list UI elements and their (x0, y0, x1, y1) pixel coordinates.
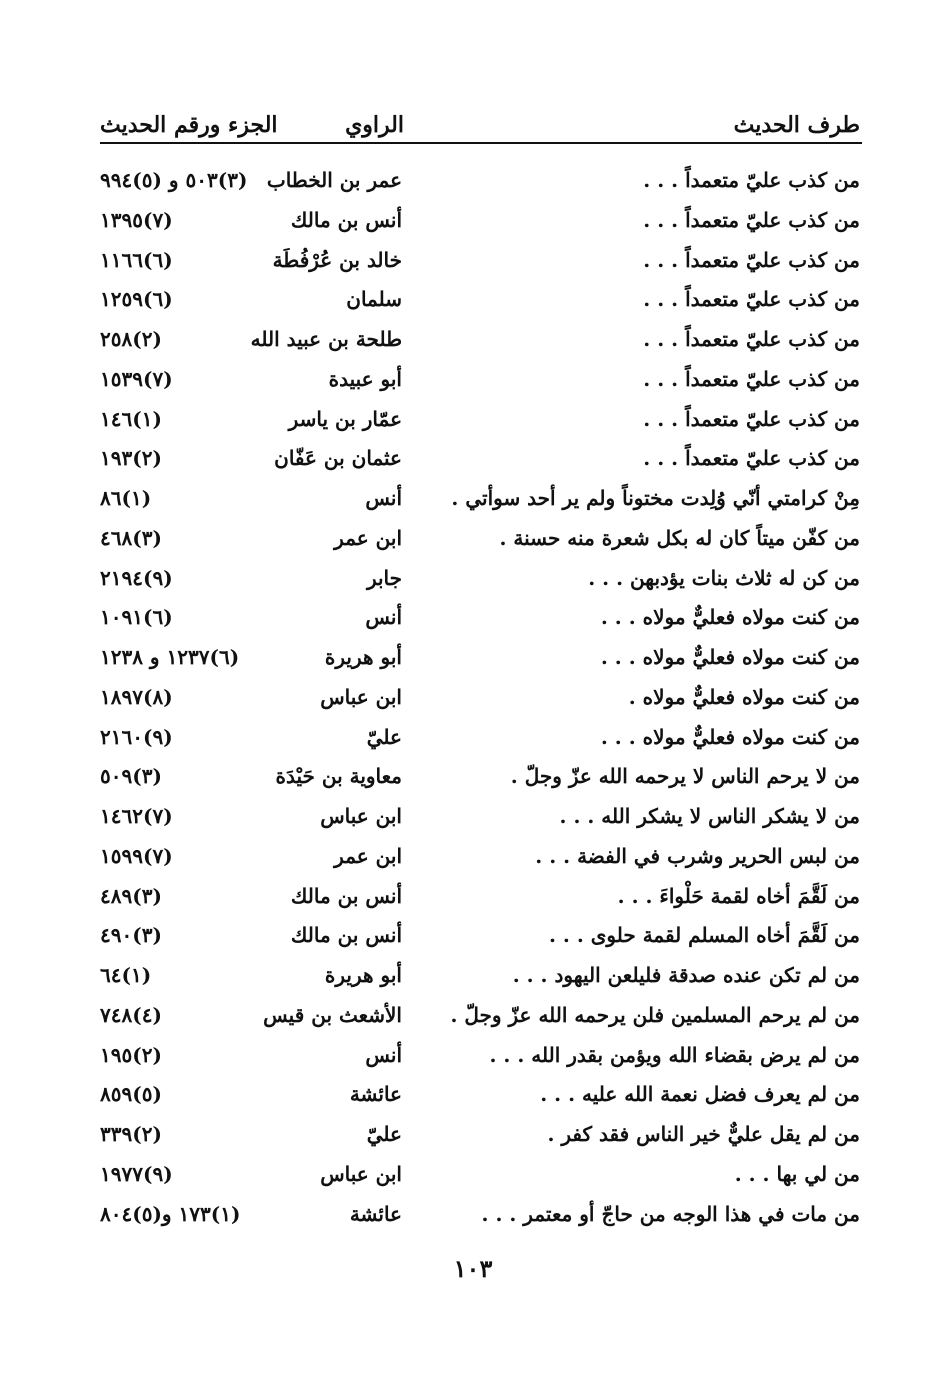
narrator-name: أبو عبيدة (328, 366, 402, 391)
table-row (100, 1157, 862, 1197)
hadith-text: من لا يشكر الناس لا يشكر الله . . . (559, 804, 860, 828)
index-table (100, 163, 862, 1236)
hadith-reference: (٥)٨٥٩ (100, 1082, 162, 1107)
hadith-text: من لي بها . . . (734, 1161, 860, 1186)
hadith-reference: (٢)٢٥٨ (100, 327, 162, 351)
table-row (100, 759, 862, 799)
narrator-name: عثمان بن عَفّان (274, 446, 402, 471)
hadith-text: من لم يقل عليٌّ خير الناس فقد كفر . (547, 1122, 860, 1146)
hadith-text: من كذب عليّ متعمداً . . . (643, 287, 860, 312)
hadith-text: من لبس الحرير وشرب في الفضة . . . (535, 843, 860, 868)
hadith-text: من كذب عليّ متعمداً . . . (643, 406, 860, 431)
narrator-name: عمر بن الخطاب (266, 168, 402, 192)
narrator-name: ابن عمر (334, 525, 402, 550)
table-row (100, 1038, 862, 1078)
hadith-reference: (٣)٤٨٩ (100, 883, 162, 908)
hadith-reference: (٦)١٢٥٩ (100, 287, 173, 312)
hadith-reference: (٧)١٤٦٢ (100, 804, 173, 828)
table-row (100, 481, 862, 521)
hadith-text: من لم يرحم المسلمين فلن يرحمه الله عزّ وجلّ . (450, 1002, 860, 1027)
page-number: ١٠٣ (453, 1254, 493, 1283)
narrator-name: خالد بن عُرْفُطَة (272, 247, 402, 272)
table-row (100, 362, 862, 402)
hadith-text: من لم تكن عنده صدقة فليلعن اليهود . . . (512, 963, 860, 987)
narrator-name: ابن عباس (320, 804, 402, 828)
hadith-reference: (٢)١٩٣ (100, 446, 162, 471)
hadith-reference: (٦)١١٦٦ (100, 247, 173, 272)
hadith-text: من كنت مولاه فعليٌّ مولاه . . . (600, 605, 860, 630)
narrator-name: أبو هريرة (324, 645, 402, 669)
hadith-text: من لَقَّمَ أخاه لقمة حَلْواءَ . . . (617, 883, 860, 908)
narrator-name: أنس بن مالك (290, 923, 402, 948)
hadith-text: من كذب عليّ متعمداً . . . (643, 247, 860, 272)
narrator-name: أنس (365, 1042, 402, 1067)
hadith-reference: (٤)٧٤٨ (100, 1002, 162, 1027)
hadith-text: من مات في هذا الوجه من حاجّ أو معتمر . . . (481, 1201, 860, 1226)
hadith-reference: (٣)٤٦٨ (100, 525, 162, 550)
hadith-text: من كذب عليّ متعمداً . . . (643, 168, 860, 192)
table-row (100, 1197, 862, 1237)
hadith-text: مِنْ كرامتي أنّي وُلِدت مختوناً ولم ير أحد سوأتي . (451, 486, 860, 510)
hadith-reference: (٨)١٨٩٧ (100, 684, 173, 709)
table-row (100, 600, 862, 640)
hadith-reference: (٣)٤٩٠ (100, 923, 162, 948)
hadith-reference: (١)٨٦ (100, 486, 152, 510)
hadith-reference: (٩)١٩٧٧ (100, 1161, 173, 1186)
table-row (100, 918, 862, 958)
narrator-name: أبو هريرة (324, 963, 402, 987)
table-row (100, 879, 862, 919)
hadith-text: من كفّن ميتاً كان له بكل شعرة منه حسنة . (499, 525, 860, 550)
narrator-name: أنس (365, 605, 402, 630)
hadith-reference: (١)١٤٦ (100, 406, 162, 431)
hadith-text: من لا يرحم الناس لا يرحمه الله عزّ وجلّ . (510, 764, 860, 789)
table-row (100, 799, 862, 839)
hadith-reference: (١)٦٤ (100, 963, 152, 987)
hadith-reference: (٧)١٥٩٩ (100, 843, 173, 868)
narrator-name: عمّار بن ياسر (288, 406, 402, 431)
header-reference: الجزء ورقم الحديث (100, 112, 278, 138)
hadith-reference: (٦)١٠٩١ (100, 605, 173, 630)
narrator-name: طلحة بن عبيد الله (250, 327, 402, 351)
table-row (100, 163, 862, 203)
narrator-name: معاوية بن حَيْدَة (275, 764, 402, 789)
hadith-text: من كذب عليّ متعمداً . . . (643, 327, 860, 351)
header-narrator: الراوي (345, 112, 404, 138)
narrator-name: أنس بن مالك (290, 883, 402, 908)
table-row (100, 720, 862, 760)
narrator-name: عليّ (366, 1122, 402, 1146)
hadith-reference: (٧)١٣٩٥ (100, 207, 173, 232)
hadith-reference: (٧)١٥٣٩ (100, 366, 173, 391)
narrator-name: الأشعث بن قيس (263, 1002, 402, 1027)
table-row (100, 1117, 862, 1157)
table-row (100, 680, 862, 720)
narrator-name: سلمان (346, 287, 402, 312)
table-row (100, 243, 862, 283)
table-row (100, 640, 862, 680)
narrator-name: ابن عباس (320, 1161, 402, 1186)
table-row (100, 441, 862, 481)
table-row (100, 322, 862, 362)
hadith-reference: (٦)١٢٣٧ و ١٢٣٨ (100, 645, 240, 669)
hadith-text: من كنت مولاه فعليٌّ مولاه . (628, 684, 860, 709)
hadith-text: من لم يرض بقضاء الله ويؤمن بقدر الله . . . (489, 1042, 860, 1067)
narrator-name: عليّ (366, 724, 402, 749)
table-row (100, 839, 862, 879)
hadith-text: من كن له ثلاث بنات يؤدبهن . . . (588, 565, 860, 590)
hadith-text: من كذب عليّ متعمداً . . . (643, 207, 860, 232)
hadith-text: من كذب عليّ متعمداً . . . (643, 366, 860, 391)
narrator-name: أنس بن مالك (290, 207, 402, 232)
hadith-text: من كنت مولاه فعليٌّ مولاه . . . (600, 645, 860, 669)
narrator-name: عائشة (349, 1201, 402, 1226)
hadith-reference: (١)١٧٣ و(٥)٨٠٤ (100, 1201, 241, 1226)
table-row (100, 1077, 862, 1117)
narrator-name: ابن عمر (334, 843, 402, 868)
table-header (100, 108, 862, 144)
hadith-reference: (٩)٢١٩٤ (100, 565, 173, 590)
header-hadith: طرف الحديث (733, 112, 860, 138)
hadith-text: من لم يعرف فضل نعمة الله عليه . . . (540, 1082, 860, 1107)
hadith-reference: (٩)٢١٦٠ (100, 724, 173, 749)
narrator-name: أنس (365, 486, 402, 510)
table-row (100, 402, 862, 442)
hadith-text: من كنت مولاه فعليٌّ مولاه . . . (600, 724, 860, 749)
table-row (100, 998, 862, 1038)
hadith-reference: (٢)١٩٥ (100, 1042, 162, 1067)
hadith-reference: (٢)٣٣٩ (100, 1122, 162, 1146)
narrator-name: عائشة (349, 1082, 402, 1107)
table-row (100, 282, 862, 322)
hadith-text: من كذب عليّ متعمداً . . . (643, 446, 860, 471)
hadith-reference: (٣)٥٠٣ و (٥)٩٩٤ (100, 168, 248, 192)
table-row (100, 203, 862, 243)
table-row (100, 958, 862, 998)
table-row (100, 561, 862, 601)
narrator-name: جابر (366, 565, 402, 590)
hadith-text: من لَقَّمَ أخاه المسلم لقمة حلوى . . . (549, 923, 860, 948)
hadith-reference: (٣)٥٠٩ (100, 764, 162, 789)
table-row (100, 521, 862, 561)
narrator-name: ابن عباس (320, 684, 402, 709)
